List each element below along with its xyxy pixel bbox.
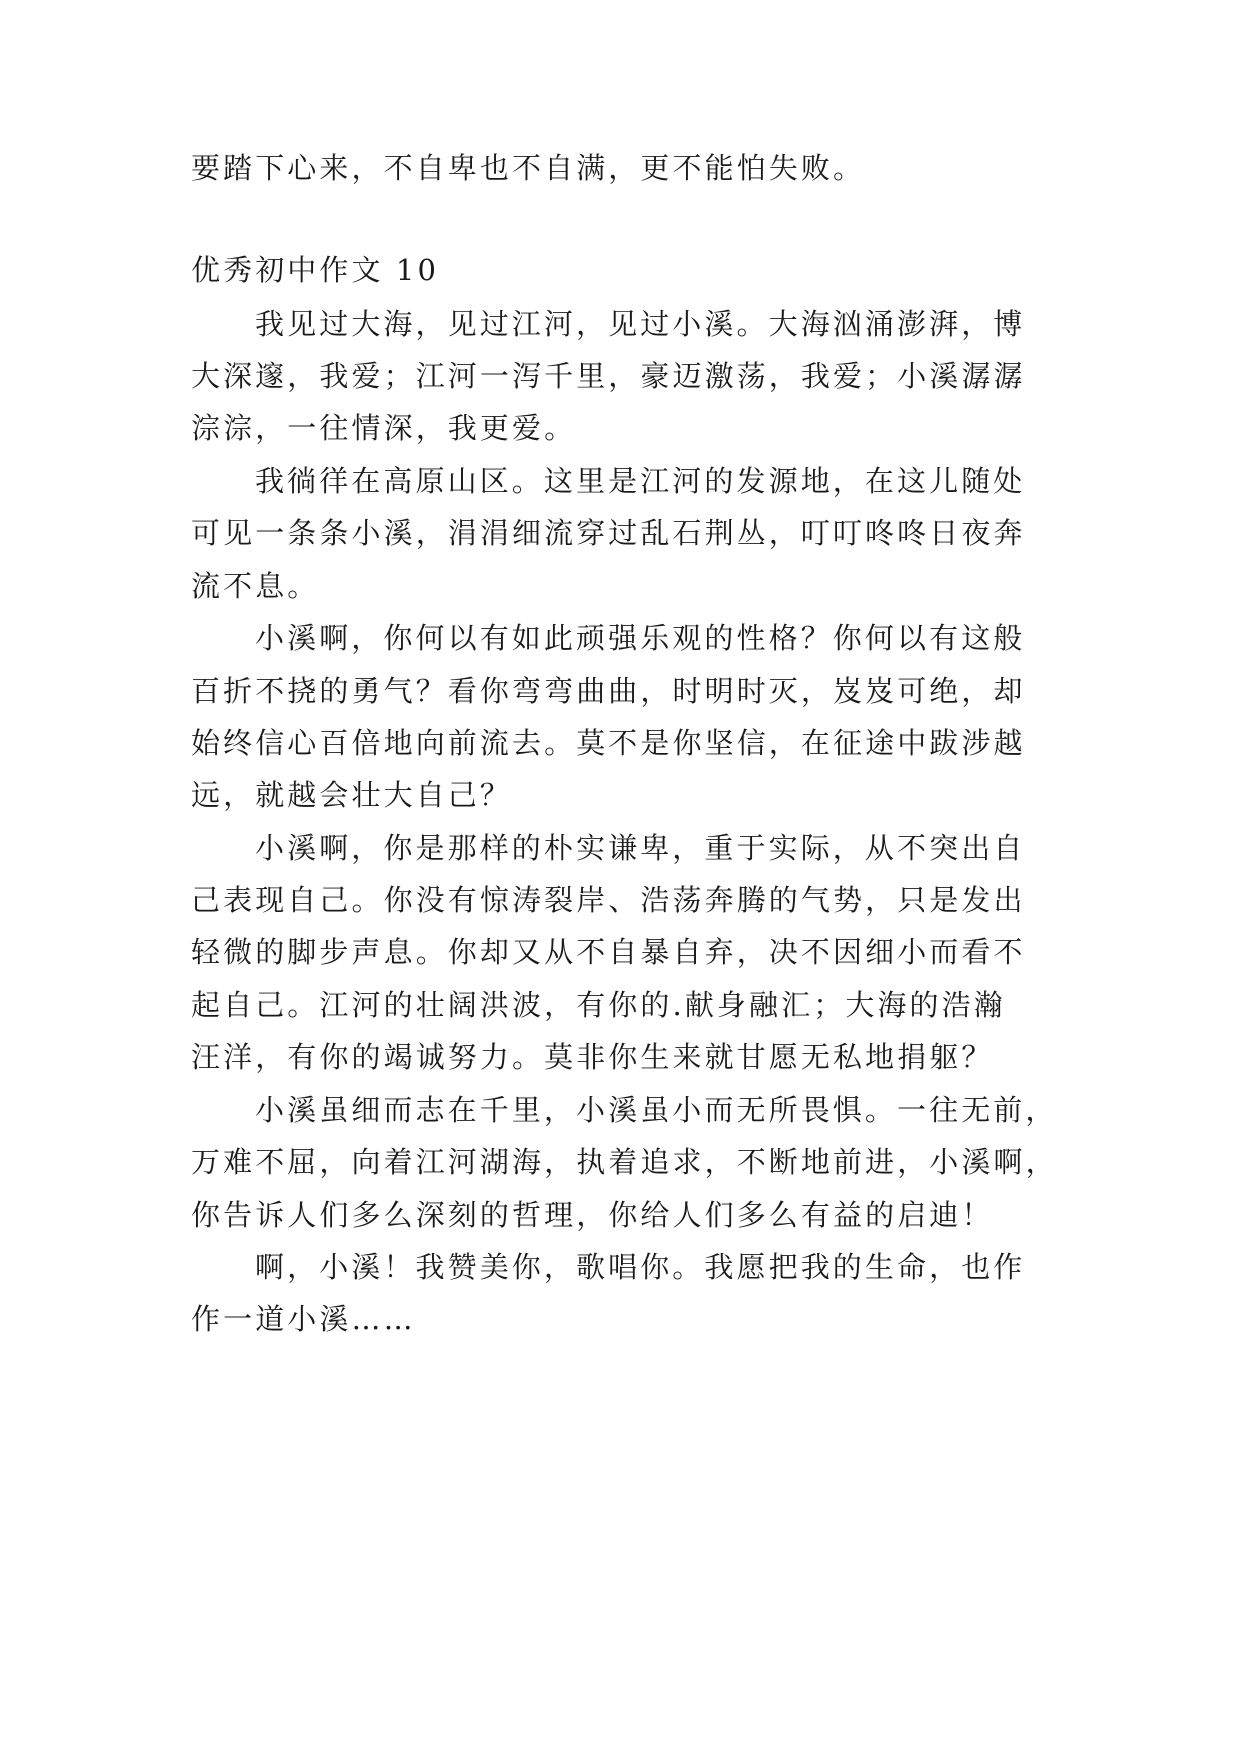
text-line: 起自己。江河的壮阔洪波，有你的.献身融汇；大海的浩瀚: [191, 988, 1006, 1022]
text-line: 淙淙，一往情深，我更爱。: [191, 411, 577, 445]
text-line: 我徜徉在高原山区。这里是江河的发源地，在这儿随处: [255, 464, 1026, 498]
text-line: 汪洋，有你的竭诚努力。莫非你生来就甘愿无私地捐躯？: [191, 1040, 994, 1074]
text-line: 轻微的脚步声息。你却又从不自暴自弃，决不因细小而看不: [191, 935, 1026, 969]
text-line: 大深邃，我爱；江河一泻千里，豪迈激荡，我爱；小溪潺潺: [191, 359, 1026, 393]
text-line: 远，就越会壮大自己？: [191, 778, 513, 812]
text-line: 小溪啊，你何以有如此顽强乐观的性格？你何以有这般: [255, 621, 1026, 655]
text-line: 己表现自己。你没有惊涛裂岸、浩荡奔腾的气势，只是发出: [191, 883, 1026, 917]
text-line: 你告诉人们多么深刻的哲理，你给人们多么有益的启迪！: [191, 1198, 994, 1232]
text-line: 啊，小溪！我赞美你，歌唱你。我愿把我的生命，也作: [255, 1250, 1026, 1284]
text-line: 始终信心百倍地向前流去。莫不是你坚信，在征途中跋涉越: [191, 726, 1026, 760]
text-line: 小溪虽细而志在千里，小溪虽小而无所畏惧。一往无前，: [255, 1093, 1058, 1127]
text-line: 百折不挠的勇气？看你弯弯曲曲，时明时灭，岌岌可绝，却: [191, 674, 1026, 708]
text-line: 要踏下心来，不自卑也不自满，更不能怕失败。: [191, 151, 866, 185]
text-line: 万难不屈，向着江河湖海，执着追求，不断地前进，小溪啊，: [191, 1145, 1058, 1179]
text-line: 作一道小溪……: [191, 1302, 416, 1336]
text-line: 可见一条条小溪，涓涓细流穿过乱石荆丛，叮叮咚咚日夜奔: [191, 516, 1026, 550]
text-line: 我见过大海，见过江河，见过小溪。大海汹涌澎湃，博: [255, 307, 1026, 341]
text-line: 流不息。: [191, 569, 320, 603]
text-line: 小溪啊，你是那样的朴实谦卑，重于实际，从不突出自: [255, 831, 1026, 865]
section-title: 优秀初中作文 10: [191, 253, 440, 287]
